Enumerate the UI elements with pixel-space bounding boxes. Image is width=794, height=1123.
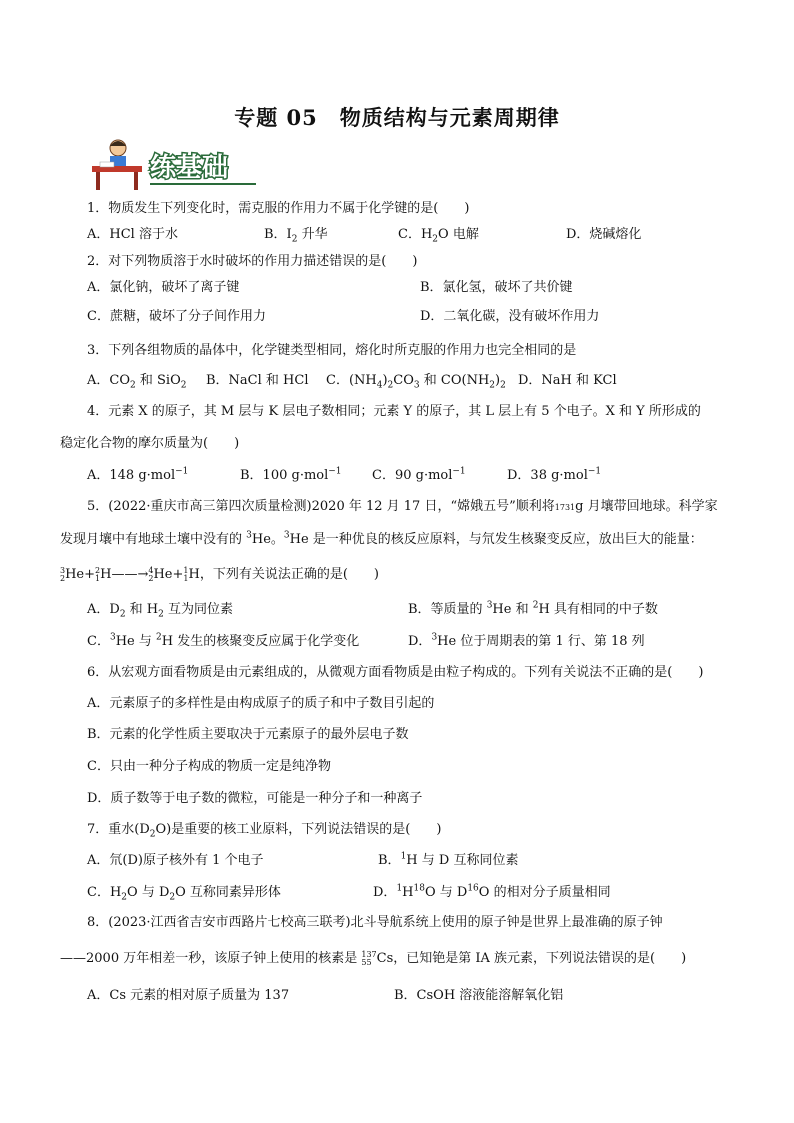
- q2-option-c: C．蔗糖，破坏了分子间作用力: [87, 309, 266, 324]
- q5-option-d: D．$^3$He 位于周期表的第 1 行、第 18 列: [408, 632, 645, 649]
- q4-option-b: B．100 g·mol$^{-1}$: [240, 466, 342, 483]
- q7-option-a: A．氘(D)原子核外有 1 个电子: [87, 853, 264, 868]
- q3-option-d: D．NaH 和 KCl: [518, 373, 617, 388]
- q5-nuclear-equation: 3 2He+2 1H——→4 2He+1 1H，下列有关说法正确的是( ): [60, 565, 379, 583]
- q6-option-c: C．只由一种分子构成的物质一定是纯净物: [87, 759, 331, 774]
- q1-option-b: B．$I_2$ 升华: [264, 227, 328, 245]
- q8-option-a: A．Cs 元素的相对原子质量为 137: [87, 988, 290, 1003]
- practice-basics-banner: [88, 138, 258, 194]
- q4-option-d: D．38 g·mol$^{-1}$: [507, 466, 602, 483]
- q8-stem-line1: 8．(2023·江西省吉安市西路片七校高三联考)北斗导航系统上使用的原子钟是世界上最准确的原子钟: [87, 915, 663, 930]
- q6-option-b: B．元素的化学性质主要取决于元素原子的最外层电子数: [87, 727, 409, 742]
- q2-option-d: D．二氧化碳，没有破坏作用力: [420, 309, 600, 324]
- q6-stem: 6．从宏观方面看物质是由元素组成的，从微观方面看物质是由粒子构成的。下列有关说法不正确的是( ): [87, 665, 704, 680]
- student-at-desk-icon: [92, 140, 142, 190]
- q1-option-a: A．HCl 溶于水: [87, 227, 178, 242]
- page-title: 专题 05 物质结构与元素周期律: [234, 105, 560, 130]
- q3-option-c: C．$(NH_4)_2CO_3$ 和 $CO(NH_2)_2$: [326, 373, 506, 391]
- q5-option-b: B．等质量的 $^3$He 和 $^2$H 具有相同的中子数: [408, 600, 658, 617]
- q1-option-c: C．$H_2O$ 电解: [398, 227, 479, 245]
- q4-option-a: A．148 g·mol$^{-1}$: [87, 466, 189, 483]
- q4-stem-line1: 4．元素 X 的原子，其 M 层与 K 层电子数相同；元素 Y 的原子，其 L 层上有 5 个电子。X 和 Y 所形成的: [87, 404, 701, 419]
- q5-stem-line1: 5．(2022·重庆市高三第四次质量检测)2020 年 12 月 17 日，“嫦娥五号”顺利将1731g 月壤带回地球。科学家: [87, 499, 718, 514]
- q7-option-d: D．$^1H^{18}O$ 与 $D^{16}O$ 的相对分子质量相同: [373, 883, 611, 900]
- q2-stem: 2．对下列物质溶于水时破坏的作用力描述错误的是( ): [87, 254, 418, 269]
- q8-stem-line2: ——2000 万年相差一秒，该原子钟上使用的核素是 137 55 Cs，已知铯是第 ⅠA 族元素，下列说法错误的是( ): [60, 949, 687, 967]
- q2-option-b: B．氯化氢，破坏了共价键: [420, 280, 573, 295]
- q7-option-c: C．$H_2O$ 与 $D_2O$ 互称同素异形体: [87, 885, 281, 903]
- q6-option-d: D．质子数等于电子数的微粒，可能是一种分子和一种离子: [87, 791, 423, 806]
- q3-option-a: A．$CO_2$ 和 SiO$_2$: [87, 373, 187, 391]
- q1-stem: 1．物质发生下列变化时，需克服的作用力不属于化学键的是( ): [87, 201, 470, 216]
- q5-option-c: C．$^3$He 与 $^2$H 发生的核聚变反应属于化学变化: [87, 632, 360, 649]
- q8-option-b: B．CsOH 溶液能溶解氧化铝: [394, 988, 564, 1003]
- q7-option-b: B．$^1$H 与 D 互称同位素: [378, 851, 519, 868]
- q1-option-d: D．烧碱熔化: [566, 227, 642, 242]
- q5-option-a: A．$D_2$ 和 $H_2$ 互为同位素: [87, 602, 234, 620]
- banner-label: 练基础: [150, 153, 229, 183]
- q6-option-a: A．元素原子的多样性是由构成原子的质子和中子数目引起的: [87, 696, 435, 711]
- q3-stem: 3．下列各组物质的晶体中，化学键类型相同，熔化时所克服的作用力也完全相同的是: [87, 343, 577, 358]
- q4-option-c: C．90 g·mol$^{-1}$: [372, 466, 466, 483]
- q4-stem-line2: 稳定化合物的摩尔质量为( ): [60, 436, 240, 451]
- q3-option-b: B．NaCl 和 HCl: [206, 373, 309, 388]
- q5-stem-line2: 发现月壤中有地球土壤中没有的 $^3$He。$^3$He 是一种优良的核反应原料，与氘发生核聚变反应，放出巨大的能量：: [60, 530, 703, 547]
- q7-stem: 7．重水$(D_2O)$是重要的核工业原料，下列说法错误的是( ): [87, 822, 442, 840]
- q2-option-a: A．氯化钠，破坏了离子键: [87, 280, 240, 295]
